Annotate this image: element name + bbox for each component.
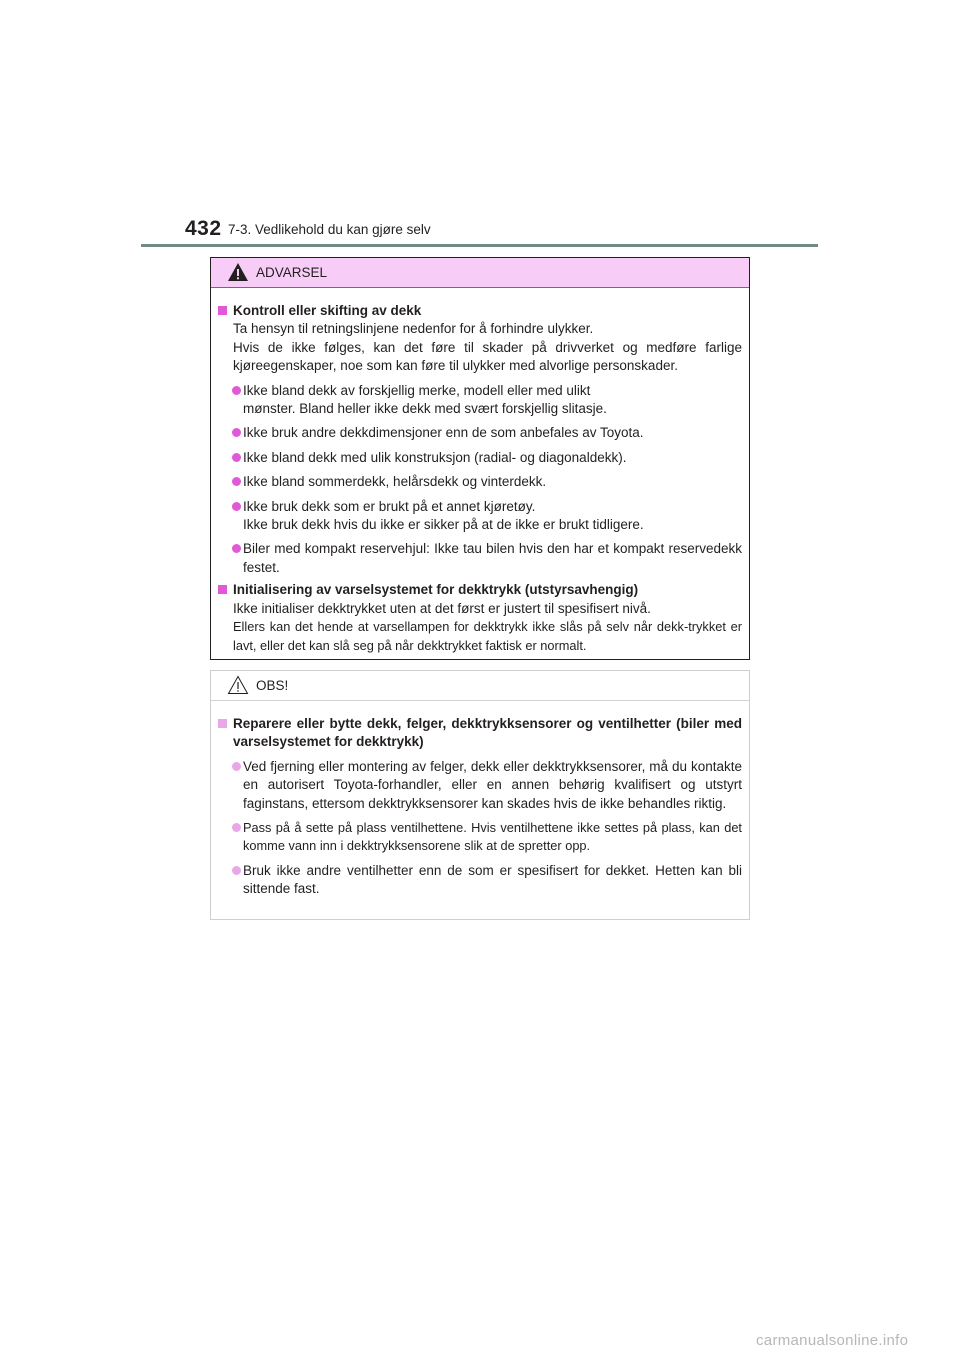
list-item: Ikke bland dekk av forskjellig merke, modell eller med ulikt mønster. Bland heller ikke dekk med svært forskjellig slitasje.	[217, 382, 742, 419]
notice-body	[211, 701, 749, 899]
warning-header	[211, 258, 749, 288]
warning-triangle-icon	[227, 262, 249, 282]
square-bullet-icon	[218, 306, 227, 315]
section-title: 7-3. Vedlikehold du kan gjøre selv	[228, 222, 431, 237]
intro-text: Hvis de ikke følges, kan det føre til skader på drivverket og medføre farlige kjøreegenskaper, noe som kan føre til ulykker med alvorlige personskader.	[233, 339, 742, 374]
page-number: 432	[185, 217, 222, 240]
page-header	[141, 214, 818, 248]
list-item: Bruk ikke andre ventilhetter enn de som er spesifisert for dekket. Hetten kan bli sittende fast.	[217, 862, 742, 899]
notice-label: OBS!	[256, 678, 289, 693]
bullet-dot-icon	[232, 477, 241, 486]
list-item: Biler med kompakt reservehjul: Ikke tau bilen hvis den har et kompakt reservedekk festet.	[217, 540, 742, 577]
header-rule	[141, 244, 818, 247]
intro-line: Ta hensyn til retningslinjene nedenfor for å forhindre ulykker.	[233, 321, 594, 337]
notice-header	[211, 671, 749, 701]
bullet-dot-icon	[232, 544, 241, 553]
square-bullet-icon	[218, 585, 227, 594]
bullet-dot-icon	[232, 823, 241, 832]
section-heading: Initialisering av varselsystemet for dekktrykk (utstyrsavhengig)	[217, 581, 742, 599]
warning-label: ADVARSEL	[256, 265, 328, 280]
warning-body	[211, 288, 749, 655]
section-heading: Reparere eller bytte dekk, felger, dekktrykksensorer og ventilhetter (biler med varselsystemet for dekktrykk)	[217, 715, 742, 752]
list-item: Ikke bland dekk med ulik konstruksjon (radial- og diagonaldekk).	[217, 449, 742, 467]
list-item: Ikke bruk dekk som er brukt på et annet kjøretøy. Ikke bruk dekk hvis du ikke er sikker på at de ikke er brukt tidligere.	[217, 498, 742, 535]
bullet-dot-icon	[232, 762, 241, 771]
warning-triangle-outline-icon	[227, 675, 249, 695]
bullet-dot-icon	[232, 386, 241, 395]
bullet-dot-icon	[232, 502, 241, 511]
notice-box	[210, 670, 750, 920]
square-bullet-icon	[218, 719, 227, 728]
section-heading: Kontroll eller skifting av dekk	[217, 302, 742, 320]
paragraph: Ellers kan det hende at varsellampen for dekktrykk ikke slås på selv når dekk-trykket er lavt, eller det kan slå seg på når dekktrykket faktisk er normalt.	[233, 619, 742, 653]
bullet-dot-icon	[232, 866, 241, 875]
bullet-dot-icon	[232, 453, 241, 462]
list-item: Ikke bruk andre dekkdimensjoner enn de som anbefales av Toyota.	[217, 424, 742, 442]
warning-box	[210, 257, 750, 660]
bullet-dot-icon	[232, 428, 241, 437]
list-item: Pass på å sette på plass ventilhettene. Hvis ventilhettene ikke settes på plass, kan det komme vann inn i dekktrykksensorene slik at de spretter opp.	[217, 819, 742, 856]
watermark: carmanualsonline.info	[756, 1332, 909, 1349]
list-item: Ikke bland sommerdekk, helårsdekk og vinterdekk.	[217, 473, 742, 491]
list-item: Ved fjerning eller montering av felger, dekk eller dekktrykksensorer, må du kontakte en autorisert Toyota-forhandler, eller en annen behørig kvalifisert og utstyrt faginstans, ettersom dekktrykksensorer kan skades hvis de ikke behandles riktig.	[217, 758, 742, 813]
paragraph: Ikke initialiser dekktrykket uten at det først er justert til spesifisert nivå.	[233, 600, 651, 616]
